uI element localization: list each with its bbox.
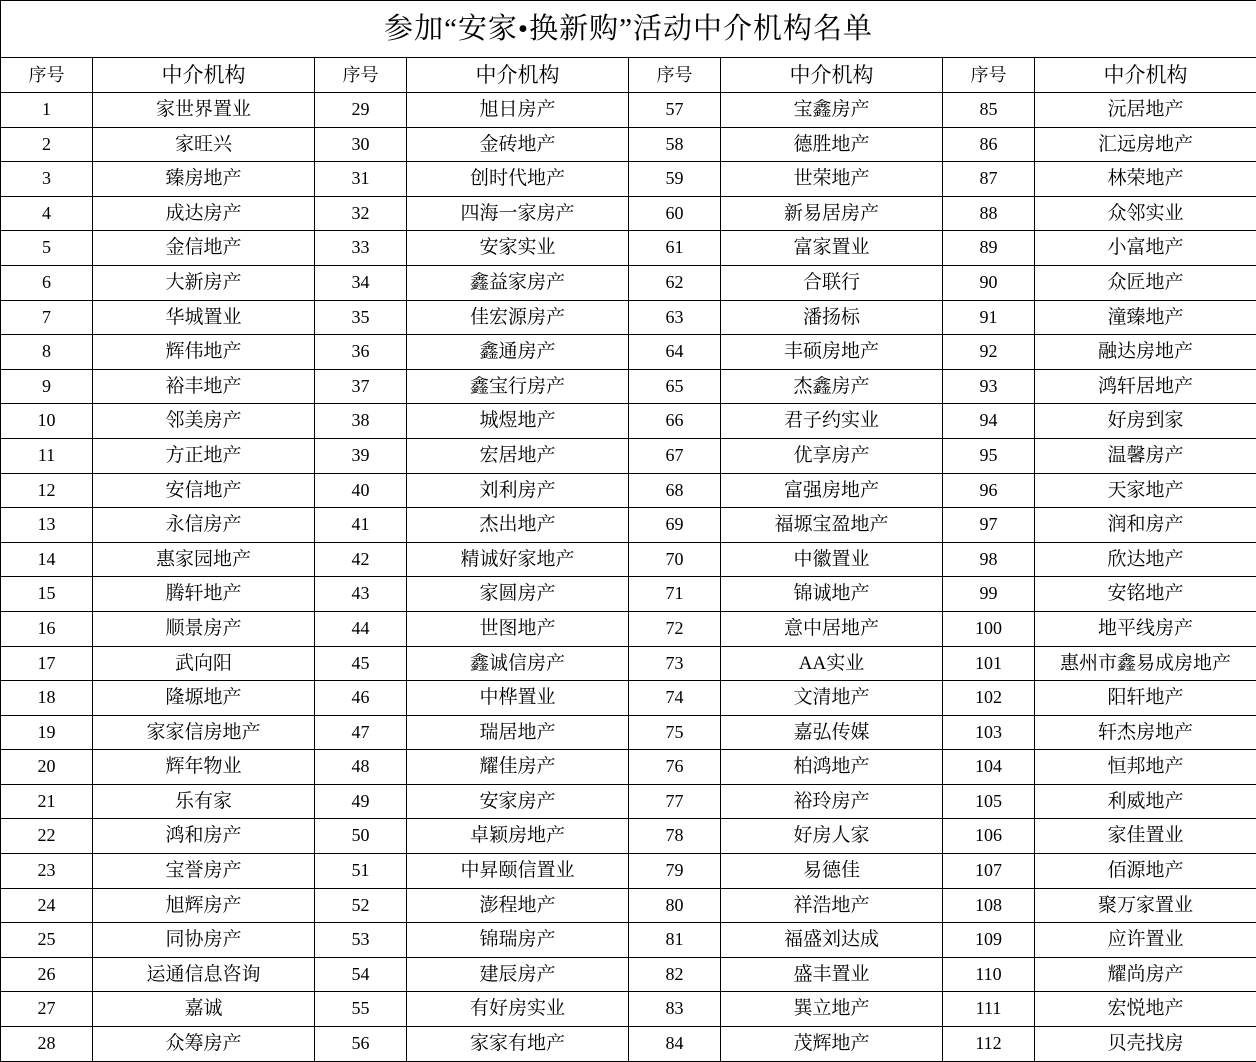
cell-seq: 57 bbox=[629, 93, 721, 128]
cell-agency: 林荣地产 bbox=[1035, 162, 1256, 197]
cell-seq: 98 bbox=[943, 542, 1035, 577]
cell-agency: 温馨房产 bbox=[1035, 438, 1256, 473]
table-row bbox=[1, 473, 1256, 508]
cell-seq: 55 bbox=[315, 992, 407, 1027]
cell-seq: 67 bbox=[629, 438, 721, 473]
cell-agency: 安家房产 bbox=[407, 784, 629, 819]
cell-seq: 43 bbox=[315, 577, 407, 612]
cell-seq: 17 bbox=[1, 646, 93, 681]
column-header-agency-1: 中介机构 bbox=[93, 58, 315, 93]
cell-agency: 阳轩地产 bbox=[1035, 681, 1256, 716]
cell-seq: 101 bbox=[943, 646, 1035, 681]
cell-agency: 锦诚地产 bbox=[721, 577, 943, 612]
cell-seq: 22 bbox=[1, 819, 93, 854]
document-title: 参加“安家•换新购”活动中介机构名单 bbox=[1, 1, 1256, 58]
cell-agency: 融达房地产 bbox=[1035, 335, 1256, 370]
table-row bbox=[1, 957, 1256, 992]
cell-seq: 75 bbox=[629, 715, 721, 750]
cell-seq: 13 bbox=[1, 508, 93, 543]
cell-agency: 方正地产 bbox=[93, 438, 315, 473]
cell-seq: 82 bbox=[629, 957, 721, 992]
cell-agency: 好房人家 bbox=[721, 819, 943, 854]
cell-seq: 30 bbox=[315, 127, 407, 162]
cell-seq: 8 bbox=[1, 335, 93, 370]
cell-agency: 聚万家置业 bbox=[1035, 888, 1256, 923]
table-row bbox=[1, 438, 1256, 473]
cell-agency: 鑫益家房产 bbox=[407, 265, 629, 300]
cell-seq: 18 bbox=[1, 681, 93, 716]
cell-agency: 天家地产 bbox=[1035, 473, 1256, 508]
cell-seq: 49 bbox=[315, 784, 407, 819]
cell-seq: 42 bbox=[315, 542, 407, 577]
cell-seq: 44 bbox=[315, 611, 407, 646]
cell-seq: 39 bbox=[315, 438, 407, 473]
cell-agency: 合联行 bbox=[721, 265, 943, 300]
cell-agency: 小富地产 bbox=[1035, 231, 1256, 266]
cell-agency: 顺景房产 bbox=[93, 611, 315, 646]
cell-agency: 茂辉地产 bbox=[721, 1027, 943, 1062]
table-row bbox=[1, 231, 1256, 266]
cell-agency: 澎程地产 bbox=[407, 888, 629, 923]
cell-agency: 鑫通房产 bbox=[407, 335, 629, 370]
cell-seq: 66 bbox=[629, 404, 721, 439]
cell-seq: 10 bbox=[1, 404, 93, 439]
table-row bbox=[1, 854, 1256, 889]
cell-agency: 鑫宝行房产 bbox=[407, 369, 629, 404]
cell-agency: 建辰房产 bbox=[407, 957, 629, 992]
cell-seq: 77 bbox=[629, 784, 721, 819]
column-header-agency-3: 中介机构 bbox=[721, 58, 943, 93]
cell-seq: 47 bbox=[315, 715, 407, 750]
cell-seq: 92 bbox=[943, 335, 1035, 370]
cell-seq: 84 bbox=[629, 1027, 721, 1062]
cell-agency: 福盛刘达成 bbox=[721, 923, 943, 958]
table-row bbox=[1, 196, 1256, 231]
cell-seq: 68 bbox=[629, 473, 721, 508]
cell-seq: 59 bbox=[629, 162, 721, 197]
cell-agency: 宝誉房产 bbox=[93, 854, 315, 889]
cell-seq: 94 bbox=[943, 404, 1035, 439]
cell-agency: 旭辉房产 bbox=[93, 888, 315, 923]
cell-seq: 52 bbox=[315, 888, 407, 923]
cell-seq: 60 bbox=[629, 196, 721, 231]
cell-seq: 20 bbox=[1, 750, 93, 785]
header-row bbox=[1, 58, 1256, 93]
cell-seq: 37 bbox=[315, 369, 407, 404]
cell-agency: 中徽置业 bbox=[721, 542, 943, 577]
column-header-seq-3: 序号 bbox=[629, 58, 721, 93]
cell-agency: 易德佳 bbox=[721, 854, 943, 889]
cell-agency: 润和房产 bbox=[1035, 508, 1256, 543]
cell-seq: 5 bbox=[1, 231, 93, 266]
cell-agency: 锦瑞房产 bbox=[407, 923, 629, 958]
cell-agency: 永信房产 bbox=[93, 508, 315, 543]
table-row bbox=[1, 992, 1256, 1027]
cell-seq: 102 bbox=[943, 681, 1035, 716]
cell-seq: 100 bbox=[943, 611, 1035, 646]
cell-seq: 21 bbox=[1, 784, 93, 819]
cell-agency: 佳宏源房产 bbox=[407, 300, 629, 335]
cell-agency: 华城置业 bbox=[93, 300, 315, 335]
table-row bbox=[1, 784, 1256, 819]
cell-agency: AA实业 bbox=[721, 646, 943, 681]
cell-seq: 99 bbox=[943, 577, 1035, 612]
cell-agency: 潼臻地产 bbox=[1035, 300, 1256, 335]
cell-agency: 隆塬地产 bbox=[93, 681, 315, 716]
cell-agency: 欣达地产 bbox=[1035, 542, 1256, 577]
column-header-seq-1: 序号 bbox=[1, 58, 93, 93]
cell-agency: 臻房地产 bbox=[93, 162, 315, 197]
cell-seq: 89 bbox=[943, 231, 1035, 266]
table-row bbox=[1, 888, 1256, 923]
cell-agency: 优享房产 bbox=[721, 438, 943, 473]
cell-seq: 51 bbox=[315, 854, 407, 889]
cell-seq: 70 bbox=[629, 542, 721, 577]
cell-agency: 安铭地产 bbox=[1035, 577, 1256, 612]
table-row bbox=[1, 715, 1256, 750]
cell-seq: 72 bbox=[629, 611, 721, 646]
cell-agency: 裕玲房产 bbox=[721, 784, 943, 819]
table-row bbox=[1, 508, 1256, 543]
cell-agency: 杰出地产 bbox=[407, 508, 629, 543]
cell-agency: 汇远房地产 bbox=[1035, 127, 1256, 162]
cell-agency: 金信地产 bbox=[93, 231, 315, 266]
cell-agency: 中昇颐信置业 bbox=[407, 854, 629, 889]
cell-seq: 27 bbox=[1, 992, 93, 1027]
cell-seq: 40 bbox=[315, 473, 407, 508]
cell-agency: 辉伟地产 bbox=[93, 335, 315, 370]
cell-seq: 16 bbox=[1, 611, 93, 646]
cell-seq: 91 bbox=[943, 300, 1035, 335]
cell-agency: 好房到家 bbox=[1035, 404, 1256, 439]
cell-seq: 96 bbox=[943, 473, 1035, 508]
cell-agency: 富强房地产 bbox=[721, 473, 943, 508]
cell-agency: 世荣地产 bbox=[721, 162, 943, 197]
cell-seq: 45 bbox=[315, 646, 407, 681]
column-header-agency-2: 中介机构 bbox=[407, 58, 629, 93]
cell-seq: 62 bbox=[629, 265, 721, 300]
cell-agency: 耀尚房产 bbox=[1035, 957, 1256, 992]
cell-seq: 58 bbox=[629, 127, 721, 162]
cell-seq: 71 bbox=[629, 577, 721, 612]
cell-agency: 同协房产 bbox=[93, 923, 315, 958]
table-row bbox=[1, 577, 1256, 612]
cell-agency: 鸿和房产 bbox=[93, 819, 315, 854]
cell-seq: 108 bbox=[943, 888, 1035, 923]
cell-agency: 乐有家 bbox=[93, 784, 315, 819]
cell-agency: 惠家园地产 bbox=[93, 542, 315, 577]
cell-seq: 80 bbox=[629, 888, 721, 923]
cell-seq: 81 bbox=[629, 923, 721, 958]
cell-agency: 邻美房产 bbox=[93, 404, 315, 439]
cell-seq: 24 bbox=[1, 888, 93, 923]
cell-seq: 79 bbox=[629, 854, 721, 889]
cell-seq: 56 bbox=[315, 1027, 407, 1062]
table-row bbox=[1, 1027, 1256, 1062]
column-header-seq-4: 序号 bbox=[943, 58, 1035, 93]
cell-agency: 城煜地产 bbox=[407, 404, 629, 439]
cell-agency: 新易居房产 bbox=[721, 196, 943, 231]
cell-seq: 14 bbox=[1, 542, 93, 577]
cell-agency: 惠州市鑫易成房地产 bbox=[1035, 646, 1256, 681]
cell-agency: 运通信息咨询 bbox=[93, 957, 315, 992]
cell-agency: 佰源地产 bbox=[1035, 854, 1256, 889]
cell-agency: 家世界置业 bbox=[93, 93, 315, 128]
cell-seq: 63 bbox=[629, 300, 721, 335]
table-row bbox=[1, 93, 1256, 128]
table-row bbox=[1, 127, 1256, 162]
cell-agency: 中桦置业 bbox=[407, 681, 629, 716]
cell-agency: 沅居地产 bbox=[1035, 93, 1256, 128]
cell-seq: 26 bbox=[1, 957, 93, 992]
table-row bbox=[1, 750, 1256, 785]
cell-agency: 意中居地产 bbox=[721, 611, 943, 646]
cell-seq: 106 bbox=[943, 819, 1035, 854]
table-row bbox=[1, 300, 1256, 335]
cell-seq: 12 bbox=[1, 473, 93, 508]
cell-agency: 四海一家房产 bbox=[407, 196, 629, 231]
cell-agency: 巽立地产 bbox=[721, 992, 943, 1027]
cell-agency: 杰鑫房产 bbox=[721, 369, 943, 404]
cell-seq: 50 bbox=[315, 819, 407, 854]
cell-agency: 众邻实业 bbox=[1035, 196, 1256, 231]
cell-agency: 旭日房产 bbox=[407, 93, 629, 128]
cell-seq: 112 bbox=[943, 1027, 1035, 1062]
cell-seq: 105 bbox=[943, 784, 1035, 819]
cell-seq: 87 bbox=[943, 162, 1035, 197]
cell-agency: 福塬宝盈地产 bbox=[721, 508, 943, 543]
cell-seq: 19 bbox=[1, 715, 93, 750]
cell-agency: 盛丰置业 bbox=[721, 957, 943, 992]
cell-seq: 38 bbox=[315, 404, 407, 439]
cell-agency: 卓颖房地产 bbox=[407, 819, 629, 854]
cell-seq: 32 bbox=[315, 196, 407, 231]
cell-agency: 金砖地产 bbox=[407, 127, 629, 162]
cell-agency: 轩杰房地产 bbox=[1035, 715, 1256, 750]
cell-seq: 107 bbox=[943, 854, 1035, 889]
table-row bbox=[1, 611, 1256, 646]
cell-agency: 裕丰地产 bbox=[93, 369, 315, 404]
cell-seq: 9 bbox=[1, 369, 93, 404]
cell-seq: 93 bbox=[943, 369, 1035, 404]
cell-agency: 宏居地产 bbox=[407, 438, 629, 473]
cell-agency: 家家信房地产 bbox=[93, 715, 315, 750]
cell-seq: 7 bbox=[1, 300, 93, 335]
cell-agency: 祥浩地产 bbox=[721, 888, 943, 923]
cell-agency: 贝壳找房 bbox=[1035, 1027, 1256, 1062]
cell-seq: 4 bbox=[1, 196, 93, 231]
cell-seq: 54 bbox=[315, 957, 407, 992]
cell-seq: 109 bbox=[943, 923, 1035, 958]
cell-agency: 众筹房产 bbox=[93, 1027, 315, 1062]
cell-seq: 15 bbox=[1, 577, 93, 612]
cell-seq: 73 bbox=[629, 646, 721, 681]
cell-seq: 23 bbox=[1, 854, 93, 889]
table-row bbox=[1, 265, 1256, 300]
cell-seq: 25 bbox=[1, 923, 93, 958]
cell-agency: 利威地产 bbox=[1035, 784, 1256, 819]
cell-seq: 2 bbox=[1, 127, 93, 162]
cell-seq: 76 bbox=[629, 750, 721, 785]
cell-agency: 地平线房产 bbox=[1035, 611, 1256, 646]
cell-agency: 鸿轩居地产 bbox=[1035, 369, 1256, 404]
cell-agency: 鑫诚信房产 bbox=[407, 646, 629, 681]
cell-agency: 安家实业 bbox=[407, 231, 629, 266]
table-row bbox=[1, 542, 1256, 577]
table-row bbox=[1, 819, 1256, 854]
cell-seq: 83 bbox=[629, 992, 721, 1027]
cell-agency: 嘉弘传媒 bbox=[721, 715, 943, 750]
cell-seq: 86 bbox=[943, 127, 1035, 162]
cell-seq: 95 bbox=[943, 438, 1035, 473]
cell-seq: 97 bbox=[943, 508, 1035, 543]
cell-agency: 嘉诚 bbox=[93, 992, 315, 1027]
cell-seq: 6 bbox=[1, 265, 93, 300]
cell-seq: 65 bbox=[629, 369, 721, 404]
table-row bbox=[1, 335, 1256, 370]
cell-seq: 88 bbox=[943, 196, 1035, 231]
cell-seq: 61 bbox=[629, 231, 721, 266]
table-row bbox=[1, 646, 1256, 681]
cell-seq: 41 bbox=[315, 508, 407, 543]
cell-seq: 1 bbox=[1, 93, 93, 128]
cell-seq: 74 bbox=[629, 681, 721, 716]
cell-seq: 110 bbox=[943, 957, 1035, 992]
cell-agency: 耀佳房产 bbox=[407, 750, 629, 785]
cell-agency: 家旺兴 bbox=[93, 127, 315, 162]
cell-agency: 安信地产 bbox=[93, 473, 315, 508]
cell-seq: 35 bbox=[315, 300, 407, 335]
cell-seq: 31 bbox=[315, 162, 407, 197]
table-row bbox=[1, 681, 1256, 716]
cell-agency: 瑞居地产 bbox=[407, 715, 629, 750]
cell-agency: 武向阳 bbox=[93, 646, 315, 681]
cell-agency: 家家有地产 bbox=[407, 1027, 629, 1062]
cell-seq: 29 bbox=[315, 93, 407, 128]
cell-agency: 柏鸿地产 bbox=[721, 750, 943, 785]
cell-agency: 文清地产 bbox=[721, 681, 943, 716]
cell-agency: 宏悦地产 bbox=[1035, 992, 1256, 1027]
cell-agency: 君子约实业 bbox=[721, 404, 943, 439]
cell-agency: 富家置业 bbox=[721, 231, 943, 266]
cell-agency: 众匠地产 bbox=[1035, 265, 1256, 300]
cell-agency: 成达房产 bbox=[93, 196, 315, 231]
table-row bbox=[1, 162, 1256, 197]
cell-agency: 德胜地产 bbox=[721, 127, 943, 162]
cell-agency: 辉年物业 bbox=[93, 750, 315, 785]
cell-seq: 85 bbox=[943, 93, 1035, 128]
cell-seq: 69 bbox=[629, 508, 721, 543]
cell-agency: 刘利房产 bbox=[407, 473, 629, 508]
cell-seq: 33 bbox=[315, 231, 407, 266]
cell-agency: 世图地产 bbox=[407, 611, 629, 646]
cell-seq: 104 bbox=[943, 750, 1035, 785]
cell-seq: 90 bbox=[943, 265, 1035, 300]
cell-seq: 28 bbox=[1, 1027, 93, 1062]
cell-seq: 3 bbox=[1, 162, 93, 197]
cell-seq: 34 bbox=[315, 265, 407, 300]
cell-seq: 64 bbox=[629, 335, 721, 370]
cell-agency: 大新房产 bbox=[93, 265, 315, 300]
cell-agency: 潘扬标 bbox=[721, 300, 943, 335]
column-header-seq-2: 序号 bbox=[315, 58, 407, 93]
cell-agency: 家佳置业 bbox=[1035, 819, 1256, 854]
cell-seq: 36 bbox=[315, 335, 407, 370]
cell-agency: 有好房实业 bbox=[407, 992, 629, 1027]
cell-agency: 创时代地产 bbox=[407, 162, 629, 197]
cell-agency: 家圆房产 bbox=[407, 577, 629, 612]
cell-agency: 丰硕房地产 bbox=[721, 335, 943, 370]
table-row bbox=[1, 369, 1256, 404]
table-row bbox=[1, 404, 1256, 439]
cell-seq: 111 bbox=[943, 992, 1035, 1027]
cell-seq: 48 bbox=[315, 750, 407, 785]
cell-seq: 46 bbox=[315, 681, 407, 716]
cell-agency: 恒邦地产 bbox=[1035, 750, 1256, 785]
cell-agency: 精诚好家地产 bbox=[407, 542, 629, 577]
cell-seq: 78 bbox=[629, 819, 721, 854]
cell-agency: 应许置业 bbox=[1035, 923, 1256, 958]
table-row bbox=[1, 923, 1256, 958]
cell-agency: 腾轩地产 bbox=[93, 577, 315, 612]
cell-seq: 103 bbox=[943, 715, 1035, 750]
column-header-agency-4: 中介机构 bbox=[1035, 58, 1256, 93]
cell-agency: 宝鑫房产 bbox=[721, 93, 943, 128]
cell-seq: 53 bbox=[315, 923, 407, 958]
title-row bbox=[1, 1, 1256, 58]
cell-seq: 11 bbox=[1, 438, 93, 473]
